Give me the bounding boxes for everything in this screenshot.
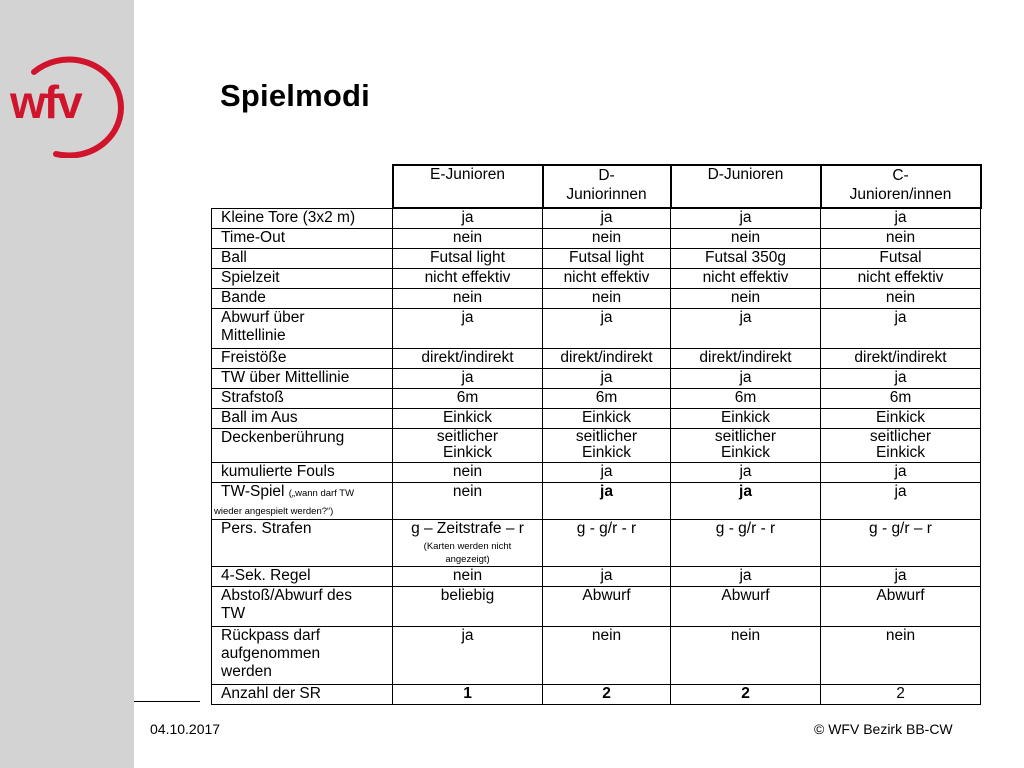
row-label: Pers. Strafen bbox=[212, 519, 393, 566]
table-row bbox=[212, 566, 981, 586]
column-header: D- Juniorinnen bbox=[543, 165, 671, 208]
cell-value: ja bbox=[543, 308, 671, 348]
cell-value: ja bbox=[671, 462, 821, 482]
cell-value: ja bbox=[671, 368, 821, 388]
cell-value: nein bbox=[821, 626, 981, 684]
cell-value: ja bbox=[821, 462, 981, 482]
row-label: Kleine Tore (3x2 m) bbox=[212, 208, 393, 228]
cell-value: nein bbox=[543, 228, 671, 248]
cell-value: 2 bbox=[671, 684, 821, 704]
cell-value: g - g/r - r bbox=[543, 519, 671, 566]
table-row bbox=[212, 248, 981, 268]
cell-value: ja bbox=[821, 208, 981, 228]
cell-value: Einkick bbox=[543, 408, 671, 428]
cell-value: ja bbox=[671, 308, 821, 348]
row-label: Bande bbox=[212, 288, 393, 308]
cell-value: g - g/r – r bbox=[821, 519, 981, 566]
table-row bbox=[212, 428, 981, 462]
row-label-main: TW-Spiel bbox=[221, 482, 285, 500]
footer-date: 04.10.2017 bbox=[150, 721, 221, 737]
footer-rule bbox=[134, 701, 200, 702]
row-label: Freistöße bbox=[212, 348, 393, 368]
table-row bbox=[212, 288, 981, 308]
cell-value: direkt/indirekt bbox=[671, 348, 821, 368]
cell-value: ja bbox=[393, 308, 543, 348]
cell-value: 6m bbox=[671, 388, 821, 408]
page-title: Spielmodi bbox=[220, 78, 370, 113]
cell-value: 6m bbox=[393, 388, 543, 408]
table-row bbox=[212, 228, 981, 248]
wfv-logo bbox=[6, 52, 130, 158]
row-label-note: („wann darf TW bbox=[288, 487, 355, 499]
cell-value bbox=[393, 519, 543, 566]
cell-value: nein bbox=[821, 228, 981, 248]
cell-value: nein bbox=[393, 482, 543, 519]
table-row bbox=[212, 368, 981, 388]
cell-value: seitlicher Einkick bbox=[821, 428, 981, 462]
table-row bbox=[212, 388, 981, 408]
table-row bbox=[212, 268, 981, 288]
cell-value: Futsal 350g bbox=[671, 248, 821, 268]
cell-value: nein bbox=[393, 462, 543, 482]
cell-value: ja bbox=[821, 368, 981, 388]
row-label: Abwurf über Mittellinie bbox=[212, 308, 393, 348]
cell-value: Abwurf bbox=[671, 586, 821, 626]
cell-value: 6m bbox=[821, 388, 981, 408]
cell-value: nein bbox=[393, 228, 543, 248]
cell-value: ja bbox=[393, 368, 543, 388]
table-row bbox=[212, 408, 981, 428]
cell-value: ja bbox=[543, 368, 671, 388]
row-label: 4-Sek. Regel bbox=[212, 566, 393, 586]
cell-value: ja bbox=[393, 626, 543, 684]
cell-value: ja bbox=[671, 208, 821, 228]
cell-value: nein bbox=[393, 288, 543, 308]
table-row bbox=[212, 308, 981, 348]
cell-value: nein bbox=[821, 288, 981, 308]
cell-value: nicht effektiv bbox=[393, 268, 543, 288]
cell-value: Futsal bbox=[821, 248, 981, 268]
spielmodi-table bbox=[211, 164, 982, 705]
row-label: Spielzeit bbox=[212, 268, 393, 288]
cell-value: g - g/r - r bbox=[671, 519, 821, 566]
table-row bbox=[212, 208, 981, 228]
row-label: Rückpass darf aufgenommen werden bbox=[212, 626, 393, 684]
cell-value: direkt/indirekt bbox=[393, 348, 543, 368]
cell-value: nein bbox=[671, 626, 821, 684]
cell-value: Einkick bbox=[821, 408, 981, 428]
cell-value: ja bbox=[543, 208, 671, 228]
cell-value: ja bbox=[671, 566, 821, 586]
cell-value: direkt/indirekt bbox=[543, 348, 671, 368]
column-header: C- Junioren/innen bbox=[821, 165, 981, 208]
cell-value: nein bbox=[543, 288, 671, 308]
table-corner bbox=[212, 165, 393, 208]
cell-value: Futsal light bbox=[543, 248, 671, 268]
logo-text: wfv bbox=[10, 76, 81, 128]
cell-value-main: g – Zeitstrafe – r bbox=[411, 519, 524, 537]
cell-value: 6m bbox=[543, 388, 671, 408]
table-row bbox=[212, 626, 981, 684]
column-header: E-Junioren bbox=[393, 165, 543, 208]
table-row bbox=[212, 348, 981, 368]
cell-value: 1 bbox=[393, 684, 543, 704]
cell-value: nein bbox=[671, 288, 821, 308]
cell-value: ja bbox=[543, 566, 671, 586]
cell-value: 2 bbox=[821, 684, 981, 704]
row-label: Abstoß/Abwurf des TW bbox=[212, 586, 393, 626]
cell-value: ja bbox=[543, 462, 671, 482]
cell-value: Abwurf bbox=[543, 586, 671, 626]
cell-value: Einkick bbox=[671, 408, 821, 428]
cell-value: ja bbox=[821, 482, 981, 519]
cell-value: Einkick bbox=[393, 408, 543, 428]
table-row bbox=[212, 684, 981, 704]
row-label: Time-Out bbox=[212, 228, 393, 248]
row-label: kumulierte Fouls bbox=[212, 462, 393, 482]
column-header: D-Junioren bbox=[671, 165, 821, 208]
row-label-note-cont: wieder angespielt werden?“) bbox=[214, 505, 334, 517]
cell-value: ja bbox=[393, 208, 543, 228]
cell-value: 2 bbox=[543, 684, 671, 704]
cell-value: seitlicher Einkick bbox=[543, 428, 671, 462]
row-label: Strafstoß bbox=[212, 388, 393, 408]
cell-value: nein bbox=[671, 228, 821, 248]
cell-value: direkt/indirekt bbox=[821, 348, 981, 368]
cell-value: seitlicher Einkick bbox=[671, 428, 821, 462]
cell-value: seitlicher Einkick bbox=[393, 428, 543, 462]
row-label: Deckenberührung bbox=[212, 428, 393, 462]
row-label bbox=[212, 482, 393, 519]
cell-value: ja bbox=[543, 482, 671, 519]
row-label: TW über Mittellinie bbox=[212, 368, 393, 388]
table-row bbox=[212, 519, 981, 566]
cell-note: (Karten werden nicht angezeigt) bbox=[423, 540, 512, 565]
table-row bbox=[212, 462, 981, 482]
cell-value: ja bbox=[821, 566, 981, 586]
cell-value: nein bbox=[543, 626, 671, 684]
cell-value: nicht effektiv bbox=[671, 268, 821, 288]
cell-value: Abwurf bbox=[821, 586, 981, 626]
cell-value: beliebig bbox=[393, 586, 543, 626]
row-label: Anzahl der SR bbox=[212, 684, 393, 704]
cell-value: nicht effektiv bbox=[543, 268, 671, 288]
cell-value: ja bbox=[821, 308, 981, 348]
row-label: Ball im Aus bbox=[212, 408, 393, 428]
cell-value: nein bbox=[393, 566, 543, 586]
cell-value: ja bbox=[671, 482, 821, 519]
table-row bbox=[212, 586, 981, 626]
footer-copyright: © WFV Bezirk BB-CW bbox=[814, 721, 953, 737]
row-label: Ball bbox=[212, 248, 393, 268]
cell-value: nicht effektiv bbox=[821, 268, 981, 288]
table-row bbox=[212, 482, 981, 519]
cell-value: Futsal light bbox=[393, 248, 543, 268]
